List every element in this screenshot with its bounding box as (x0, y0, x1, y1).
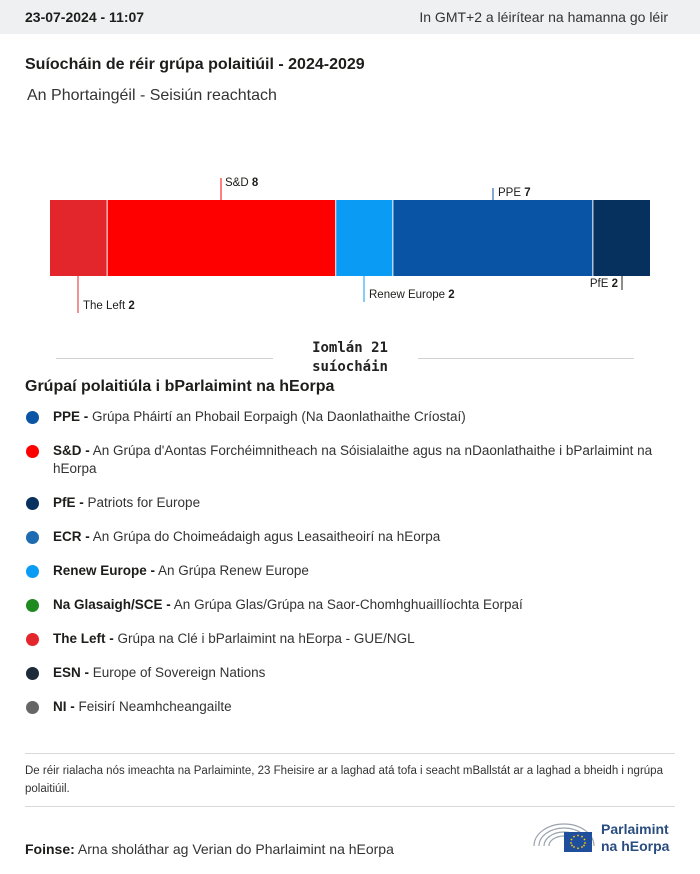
legend-title: Grúpaí polaitiúla i bParlaimint na hEorpa (25, 378, 335, 395)
legend-description: Grúpa Pháirtí an Phobail Eorpaigh (Na Daonlathaithe Críostaí) (88, 409, 466, 424)
chart-subtitle: An Phortaingéil - Seisiún reachtach (27, 87, 277, 104)
total-seats (280, 339, 420, 377)
data-label: PfE 2 (589, 278, 618, 290)
legend-description: Feisirí Neamhcheangailte (74, 699, 232, 714)
legend-abbr: NI - (53, 699, 75, 714)
legend-color-dot (26, 633, 39, 646)
legend-abbr: ECR - (53, 529, 90, 544)
logo-text (601, 821, 669, 855)
legend-item (25, 562, 693, 580)
legend-abbr: PPE - (53, 409, 89, 424)
total-divider-right (418, 358, 634, 359)
legend-item (25, 442, 693, 478)
bar-segment (393, 200, 593, 276)
bar-segment (336, 200, 393, 276)
legend-color-dot (26, 411, 39, 424)
top-bar (0, 0, 700, 34)
legend-color-dot (26, 497, 39, 510)
total-seats-line1: Iomlán 21 (312, 340, 388, 356)
legend-item (25, 630, 693, 648)
timestamp: 23-07-2024 - 11:07 (25, 9, 145, 25)
legend-item (25, 698, 693, 716)
legend-color-dot (26, 701, 39, 714)
legend-item (25, 596, 693, 614)
legend-description: An Grúpa do Choimeádaigh agus Leasaitheoirí na hEorpa (89, 529, 441, 544)
legend-item (25, 494, 693, 512)
legend-item (25, 528, 693, 546)
data-label: PPE 7 (498, 187, 531, 199)
legend-abbr: Renew Europe - (53, 563, 156, 578)
footnote: De réir rialacha nós imeachta na Parlaiminte, 23 Fheisire ar a laghad atá tofa i seacht mBallstát ar a laghad a bheidh i ngrúpa polaitiúil. (25, 765, 663, 795)
logo-text-line1: Parlaimint (601, 821, 669, 837)
legend-description: Patriots for Europe (83, 495, 201, 510)
legend-abbr: ESN - (53, 665, 90, 680)
legend-description: Grúpa na Clé i bParlaimint na hEorpa - GUE/NGL (113, 631, 415, 646)
source-label: Foinse: (25, 841, 75, 857)
legend-abbr: S&D - (53, 443, 90, 458)
parliament-hemicycle-icon (530, 816, 600, 856)
bar-segment (50, 200, 107, 276)
timezone-note: In GMT+2 a léirítear na hamanna go léir (419, 9, 668, 25)
total-seats-line2: suíocháin (312, 359, 388, 375)
data-label: The Left 2 (83, 300, 135, 312)
ep-logo (530, 816, 680, 856)
source-text: Arna sholáthar ag Verian do Pharlaimint na hEorpa (77, 841, 394, 857)
legend-abbr: Na Glasaigh/SCE - (53, 597, 171, 612)
legend-item (25, 408, 693, 426)
legend-abbr: The Left - (53, 631, 114, 646)
chart-title: Suíocháin de réir grúpa polaitiúil - 2024-2029 (25, 56, 365, 73)
legend-color-dot (26, 531, 39, 544)
legend-color-dot (26, 445, 39, 458)
legend-color-dot (26, 599, 39, 612)
note-divider-top (25, 753, 675, 754)
legend-color-dot (26, 565, 39, 578)
total-divider-left (56, 358, 273, 359)
seats-chart (0, 168, 700, 318)
legend-abbr: PfE - (53, 495, 84, 510)
data-label: S&D 8 (225, 177, 259, 189)
logo-text-line2: na hEorpa (601, 838, 670, 854)
data-label: Renew Europe 2 (369, 289, 455, 301)
source (25, 841, 394, 857)
legend-item (25, 664, 693, 682)
bar-segment (593, 200, 650, 276)
bar-segment (107, 200, 336, 276)
legend-description: An Grúpa d'Aontas Forchéimnitheach na Sóisialaithe agus na nDaonlathaithe i bParlaimint na hEorpa (53, 443, 653, 476)
legend-description: Europe of Sovereign Nations (89, 665, 266, 680)
legend-description: An Grúpa Renew Europe (155, 563, 309, 578)
legend-description: An Grúpa Glas/Grúpa na Saor-Chomhghuaillíochta Eorpaí (170, 597, 523, 612)
note-divider-bottom (25, 806, 675, 807)
legend-color-dot (26, 667, 39, 680)
